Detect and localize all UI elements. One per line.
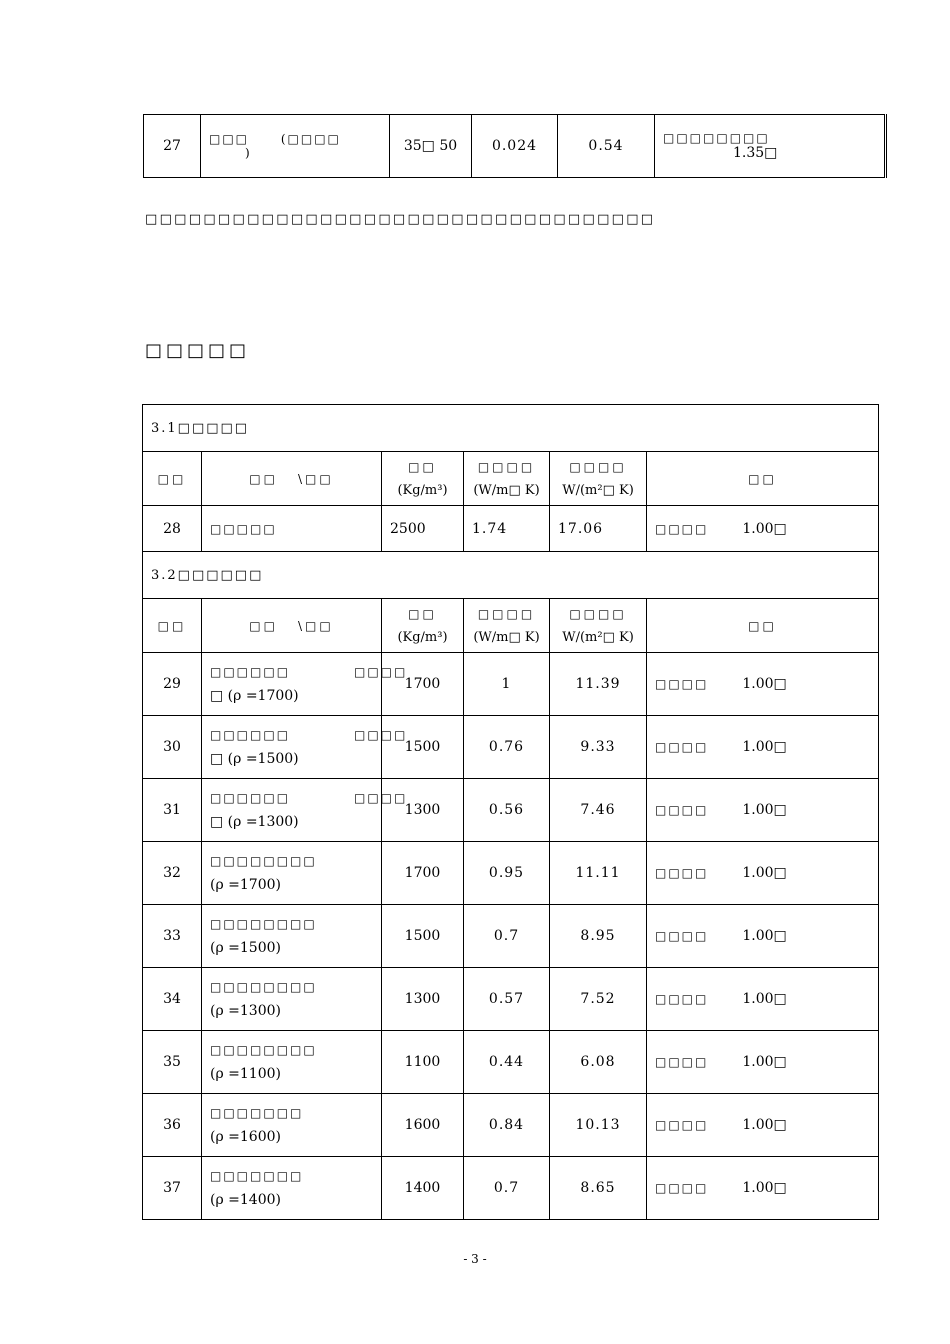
header-name-a: □□	[249, 618, 278, 633]
header-density-label: □□	[408, 459, 437, 474]
header-conductivity-label: □□□□	[477, 459, 536, 474]
heat-storage-cell: 8.65	[550, 1157, 647, 1220]
density-cell: 1700	[382, 653, 464, 716]
material-name-part: )	[245, 146, 252, 160]
material-name	[202, 905, 382, 968]
header-conductivity-label: □□□□	[477, 606, 536, 621]
material-name-line: □□□□□□□□	[210, 854, 317, 868]
header-density-unit: (Kg/m³)	[397, 629, 448, 645]
material-name-line: □□□□□□□□	[210, 917, 317, 931]
row-number: 35	[143, 1031, 202, 1094]
header-heat-storage-unit: W/(m²□ K)	[562, 482, 634, 498]
note-cell	[647, 1094, 879, 1157]
note-text: □□□□	[655, 740, 709, 754]
row-number: 31	[143, 779, 202, 842]
header-heat-storage-label: □□□□	[569, 459, 627, 474]
row-number: 28	[143, 506, 202, 552]
heat-storage-cell: 0.54	[558, 115, 655, 178]
table-row	[143, 506, 879, 552]
header-name	[202, 599, 382, 653]
header-density	[382, 452, 464, 506]
material-table	[142, 404, 879, 1220]
density-cell: 1300	[382, 968, 464, 1031]
material-name	[202, 779, 408, 842]
page-number: - 3 -	[463, 1252, 487, 1266]
note-value: 1.00□	[742, 1180, 787, 1196]
heat-storage-cell: 11.39	[550, 653, 647, 716]
note-text: □□□□	[655, 866, 709, 880]
header-name-b: \□□	[297, 618, 334, 633]
header-conductivity	[464, 452, 550, 506]
header-name-a: □□	[249, 471, 278, 486]
note-text: □□□□	[655, 1055, 709, 1069]
density-cell: 1500	[382, 716, 464, 779]
table-row	[144, 115, 886, 178]
note-value: 1.00□	[742, 865, 787, 881]
table-row	[143, 716, 879, 779]
table-row	[143, 968, 879, 1031]
material-name-line: (ρ =1300)	[210, 1003, 281, 1019]
header-density-label: □□	[408, 606, 437, 621]
conductivity-cell: 0.95	[464, 842, 550, 905]
header-heat-storage	[550, 599, 647, 653]
note-value: 1.00□	[742, 802, 787, 818]
material-name-part: (□□□□	[280, 132, 341, 146]
material-name-line: (ρ =1700)	[210, 877, 281, 893]
table-row	[143, 905, 879, 968]
row-number: 29	[143, 653, 202, 716]
material-name	[202, 716, 408, 779]
note-cell	[647, 779, 879, 842]
header-heat-storage-label: □□□□	[569, 606, 627, 621]
material-name-line: (ρ =1100)	[210, 1066, 281, 1082]
heat-storage-cell: 8.95	[550, 905, 647, 968]
note-text: □□□□	[655, 929, 709, 943]
note-text: □□□□□□□□	[663, 131, 770, 145]
note-text: □□□□	[655, 1181, 709, 1195]
conductivity-cell: 0.7	[464, 1157, 550, 1220]
header-note: □□	[647, 452, 879, 506]
row-number: 36	[143, 1094, 202, 1157]
note-value: 1.00□	[742, 928, 787, 944]
note-cell	[647, 1031, 879, 1094]
note-cell	[647, 968, 879, 1031]
material-name	[202, 968, 382, 1031]
note-value: 1.00□	[742, 1117, 787, 1133]
table-row	[143, 653, 879, 716]
density-cell: 1500	[382, 905, 464, 968]
table-row	[143, 1031, 879, 1094]
material-name-line: □□□□□□□	[210, 1169, 304, 1183]
header-conductivity	[464, 599, 550, 653]
note-cell	[655, 115, 886, 178]
material-name	[202, 1094, 382, 1157]
conductivity-cell: 0.44	[464, 1031, 550, 1094]
material-name	[202, 1031, 382, 1094]
note-cell	[647, 653, 879, 716]
table-row	[143, 1094, 879, 1157]
note-value: 1.00□	[742, 991, 787, 1007]
header-no: □□	[143, 452, 202, 506]
section-title: 3.2□□□□□□	[143, 552, 879, 599]
table-row	[143, 779, 879, 842]
continued-table	[143, 114, 887, 178]
note-cell	[647, 842, 879, 905]
conductivity-cell: 0.76	[464, 716, 550, 779]
material-name	[201, 115, 390, 178]
section-row	[143, 405, 879, 452]
section-row	[143, 552, 879, 599]
note-text: □□□□	[655, 677, 709, 691]
material-name-line: (ρ =1600)	[210, 1129, 281, 1145]
note-text: □□□□	[655, 992, 709, 1006]
header-conductivity-unit: (W/m□ K)	[473, 629, 540, 645]
material-name-line: □□□□□□ □□□□	[210, 791, 408, 805]
conductivity-cell: 0.024	[472, 115, 558, 178]
note-value: 1.00□	[742, 739, 787, 755]
material-name	[202, 653, 408, 716]
note-cell	[647, 716, 879, 779]
density-cell: 1100	[382, 1031, 464, 1094]
row-number: 34	[143, 968, 202, 1031]
material-name	[202, 842, 382, 905]
note-value: 1.35□	[733, 145, 778, 161]
heat-storage-cell: 17.06	[550, 506, 647, 552]
material-name: □□□□□	[202, 506, 382, 552]
note-value: 1.00□	[742, 676, 787, 692]
paragraph-text: □□□□□□□□□□□□□□□□□□□□□□□□□□□□□□□□□□□	[145, 212, 656, 227]
header-density	[382, 599, 464, 653]
material-name-line: □ (ρ =1700)	[210, 688, 299, 704]
row-number: 37	[143, 1157, 202, 1220]
note-text: □□□□	[655, 803, 709, 817]
note-text: □□□□	[655, 1118, 709, 1132]
density-cell: 35□ 50	[390, 115, 472, 178]
material-name-line: (ρ =1500)	[210, 940, 281, 956]
header-conductivity-unit: (W/m□ K)	[473, 482, 540, 498]
material-name-line: □□□□□□□	[210, 1106, 304, 1120]
section-heading: □□□□□	[145, 340, 251, 361]
heat-storage-cell: 9.33	[550, 716, 647, 779]
conductivity-cell: 0.57	[464, 968, 550, 1031]
conductivity-cell: 0.7	[464, 905, 550, 968]
note-cell	[647, 905, 879, 968]
heat-storage-cell: 10.13	[550, 1094, 647, 1157]
density-cell: 1600	[382, 1094, 464, 1157]
header-row	[143, 452, 879, 506]
density-cell: 1700	[382, 842, 464, 905]
conductivity-cell: 1	[464, 653, 550, 716]
header-row	[143, 599, 879, 653]
note-text: □□□□	[655, 521, 709, 536]
header-note: □□	[647, 599, 879, 653]
header-no: □□	[143, 599, 202, 653]
material-name	[202, 1157, 382, 1220]
material-name-line: (ρ =1400)	[210, 1192, 281, 1208]
heat-storage-cell: 7.46	[550, 779, 647, 842]
note-cell	[647, 1157, 879, 1220]
header-name	[202, 452, 382, 506]
table-row	[143, 1157, 879, 1220]
material-name-line: □□□□□□□□	[210, 1043, 317, 1057]
material-name-line: □ (ρ =1500)	[210, 751, 299, 767]
row-number: 30	[143, 716, 202, 779]
row-number: 32	[143, 842, 202, 905]
material-name-line: □ (ρ =1300)	[210, 814, 299, 830]
material-name-line: □□□□□□□□	[210, 980, 317, 994]
heat-storage-cell: 11.11	[550, 842, 647, 905]
note-cell	[647, 506, 879, 552]
density-cell: 1300	[382, 779, 464, 842]
row-number: 33	[143, 905, 202, 968]
header-heat-storage	[550, 452, 647, 506]
conductivity-cell: 0.56	[464, 779, 550, 842]
material-name-part: □□□	[209, 132, 250, 146]
heat-storage-cell: 6.08	[550, 1031, 647, 1094]
row-number: 27	[144, 115, 201, 178]
note-value: 1.00□	[742, 1054, 787, 1070]
density-cell: 1400	[382, 1157, 464, 1220]
material-name-line: □□□□□□ □□□□	[210, 665, 408, 679]
note-value: 1.00□	[742, 520, 787, 537]
material-name-line: □□□□□□ □□□□	[210, 728, 408, 742]
header-density-unit: (Kg/m³)	[397, 482, 448, 498]
density-cell: 2500	[382, 506, 464, 552]
table-row	[143, 842, 879, 905]
section-title: 3.1□□□□□	[143, 405, 879, 452]
heat-storage-cell: 7.52	[550, 968, 647, 1031]
header-heat-storage-unit: W/(m²□ K)	[562, 629, 634, 645]
conductivity-cell: 1.74	[464, 506, 550, 552]
header-name-b: \□□	[297, 471, 334, 486]
conductivity-cell: 0.84	[464, 1094, 550, 1157]
